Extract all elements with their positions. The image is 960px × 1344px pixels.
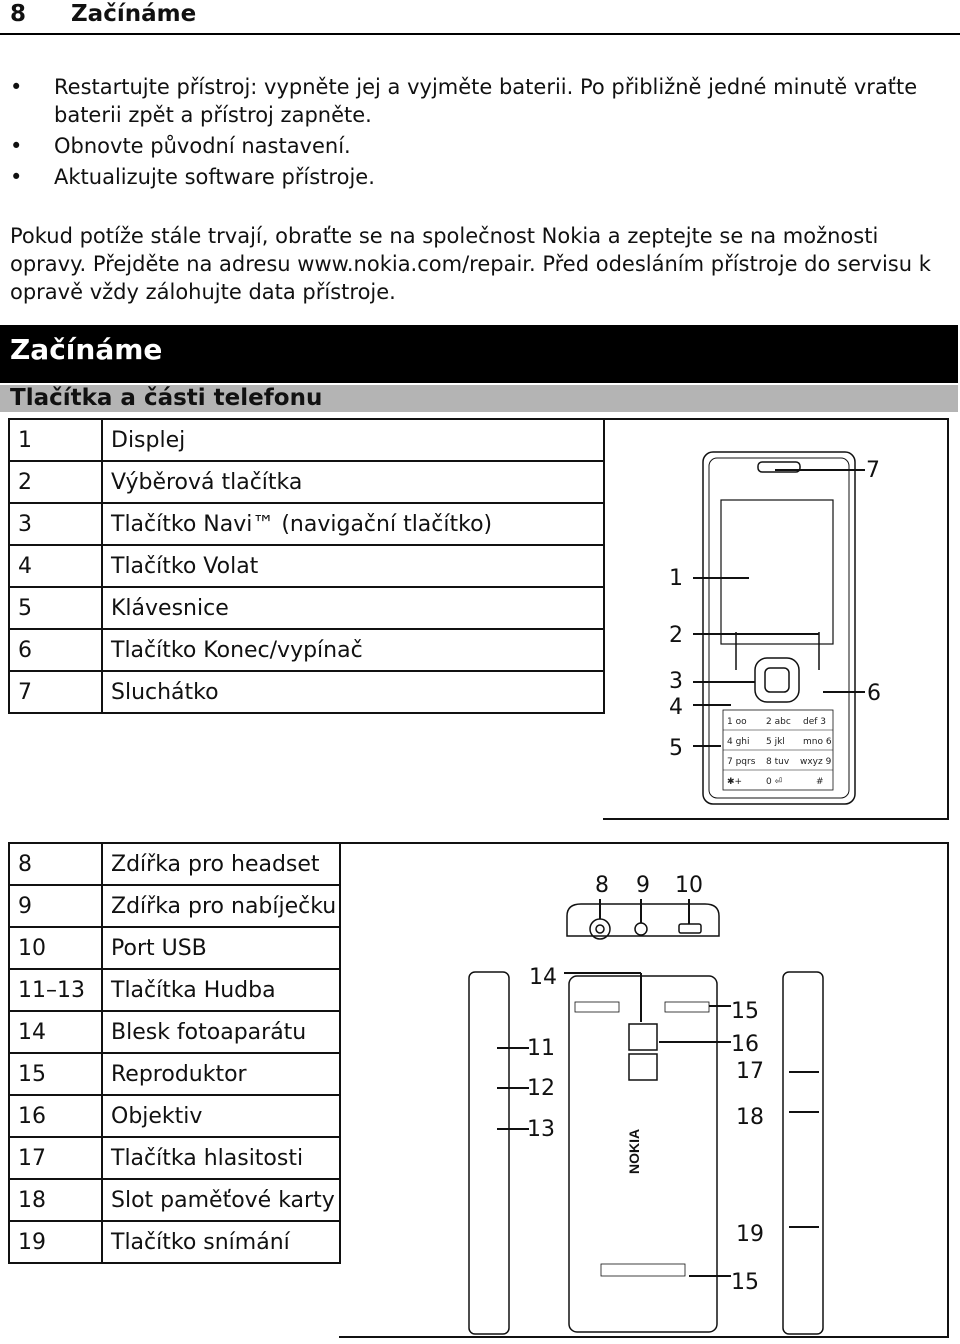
back-phone-figure: [339, 842, 949, 1338]
key-label: 7 pqrs: [727, 757, 756, 767]
list-item-text: Restartujte přístroj: vypněte jej a vyjměte baterii. Po přibližně jedné minutě vraťte baterii zpět a přístroj zapněte.: [54, 75, 918, 127]
back-callout: 8: [595, 873, 609, 898]
part-label: Výběrová tlačítka: [102, 461, 604, 503]
part-label: Sluchátko: [102, 671, 604, 713]
key-label: 1 oo: [727, 717, 747, 727]
table-row: [9, 587, 604, 629]
table-row: [9, 419, 604, 461]
part-label: Zdířka pro nabíječku: [102, 885, 340, 927]
table-row: [9, 461, 604, 503]
bullet-icon: •: [10, 134, 23, 158]
part-number: 19: [9, 1221, 102, 1263]
front-callout: 2: [669, 623, 683, 648]
part-label: Slot paměťové karty: [102, 1179, 340, 1221]
part-number: 7: [9, 671, 102, 713]
part-number: 10: [9, 927, 102, 969]
part-label: Objektiv: [102, 1095, 340, 1137]
key-label: 5 jkl: [766, 737, 785, 747]
list-item: [0, 73, 954, 129]
key-label: def 3: [803, 717, 827, 727]
part-label: Tlačítko snímání: [102, 1221, 340, 1263]
part-number: 9: [9, 885, 102, 927]
back-callout: 19: [736, 1222, 764, 1247]
front-phone-illustration: [603, 420, 949, 822]
table-row: [9, 969, 340, 1011]
page-header: [0, 0, 960, 35]
part-number: 5: [9, 587, 102, 629]
front-callout: 1: [669, 566, 683, 591]
back-callout: 10: [675, 873, 703, 898]
back-callout: 11: [527, 1036, 555, 1061]
bullet-icon: •: [10, 165, 23, 189]
part-label: Klávesnice: [102, 587, 604, 629]
part-label: Reproduktor: [102, 1053, 340, 1095]
back-callout: 15: [731, 1270, 759, 1295]
table-row: [9, 1095, 340, 1137]
bullet-list: [0, 73, 960, 194]
bullet-icon: •: [10, 75, 23, 99]
table-row: [9, 545, 604, 587]
part-number: 6: [9, 629, 102, 671]
table-row: [9, 1221, 340, 1263]
key-label: 4 ghi: [727, 737, 750, 747]
table-row: [9, 885, 340, 927]
table-row: [9, 1179, 340, 1221]
part-label: Blesk fotoaparátu: [102, 1011, 340, 1053]
part-label: Port USB: [102, 927, 340, 969]
part-number: 15: [9, 1053, 102, 1095]
part-number: 1: [9, 419, 102, 461]
front-phone-figure: [603, 418, 949, 820]
subsection-title: Tlačítka a části telefonu: [10, 385, 323, 411]
part-number: 16: [9, 1095, 102, 1137]
part-number: 8: [9, 843, 102, 885]
list-item: [0, 163, 954, 191]
part-number: 4: [9, 545, 102, 587]
table-row: [9, 1053, 340, 1095]
back-callout: 12: [527, 1076, 555, 1101]
part-label: Tlačítko Navi™ (navigační tlačítko): [102, 503, 604, 545]
section-title: Začínáme: [10, 333, 163, 366]
key-label: #: [816, 777, 824, 787]
key-label: mno 6: [803, 737, 832, 747]
back-callout: 16: [731, 1032, 759, 1057]
back-phone-illustration: [339, 844, 949, 1340]
section-heading-bar: [0, 325, 958, 383]
part-number: 18: [9, 1179, 102, 1221]
part-number: 17: [9, 1137, 102, 1179]
support-paragraph: Pokud potíže stále trvají, obraťte se na společnost Nokia a zeptejte se na možnosti opravy. Přejděte na adresu www.nokia.com/repair. Před odesláním přístroje do servisu k opravě vždy zálohujte data přístroje.: [10, 224, 931, 304]
key-label: wxyz 9: [800, 757, 832, 767]
header-title: Začínáme: [71, 1, 197, 27]
front-callout: 6: [867, 681, 881, 706]
table-row: [9, 1011, 340, 1053]
key-label: 2 abc: [766, 717, 791, 727]
part-label: Tlačítko Konec/vypínač: [102, 629, 604, 671]
table-row: [9, 843, 340, 885]
part-label: Tlačítko Volat: [102, 545, 604, 587]
table-row: [9, 671, 604, 713]
front-callout: 7: [866, 458, 880, 483]
front-callout: 3: [669, 669, 683, 694]
list-item: [0, 132, 954, 160]
part-number: 11–13: [9, 969, 102, 1011]
table-row: [9, 629, 604, 671]
subsection-heading-bar: [0, 385, 958, 412]
back-callout: 13: [527, 1117, 555, 1142]
front-callout: 4: [669, 695, 683, 720]
key-label: 8 tuv: [766, 757, 790, 767]
part-label: Tlačítka hlasitosti: [102, 1137, 340, 1179]
table-row: [9, 1137, 340, 1179]
part-label: Zdířka pro headset: [102, 843, 340, 885]
list-item-text: Obnovte původní nastavení.: [54, 134, 351, 158]
list-item-text: Aktualizujte software přístroje.: [54, 165, 375, 189]
back-parts-table: [8, 842, 341, 1264]
part-number: 3: [9, 503, 102, 545]
key-label: ✱+: [727, 777, 743, 787]
page-number: 8: [10, 1, 27, 27]
table-row: [9, 927, 340, 969]
part-label: Tlačítka Hudba: [102, 969, 340, 1011]
back-callout: 9: [636, 873, 650, 898]
front-callout: 5: [669, 736, 683, 761]
back-callout: 17: [736, 1059, 764, 1084]
front-parts-table: [8, 418, 605, 714]
back-callout: 18: [736, 1105, 764, 1130]
brand-logo: NOKIA: [626, 1128, 642, 1174]
back-callout: 15: [731, 999, 759, 1024]
key-label: 0 ⏎: [766, 777, 783, 787]
table-row: [9, 503, 604, 545]
part-label: Displej: [102, 419, 604, 461]
part-number: 14: [9, 1011, 102, 1053]
part-number: 2: [9, 461, 102, 503]
back-callout: 14: [529, 965, 557, 990]
